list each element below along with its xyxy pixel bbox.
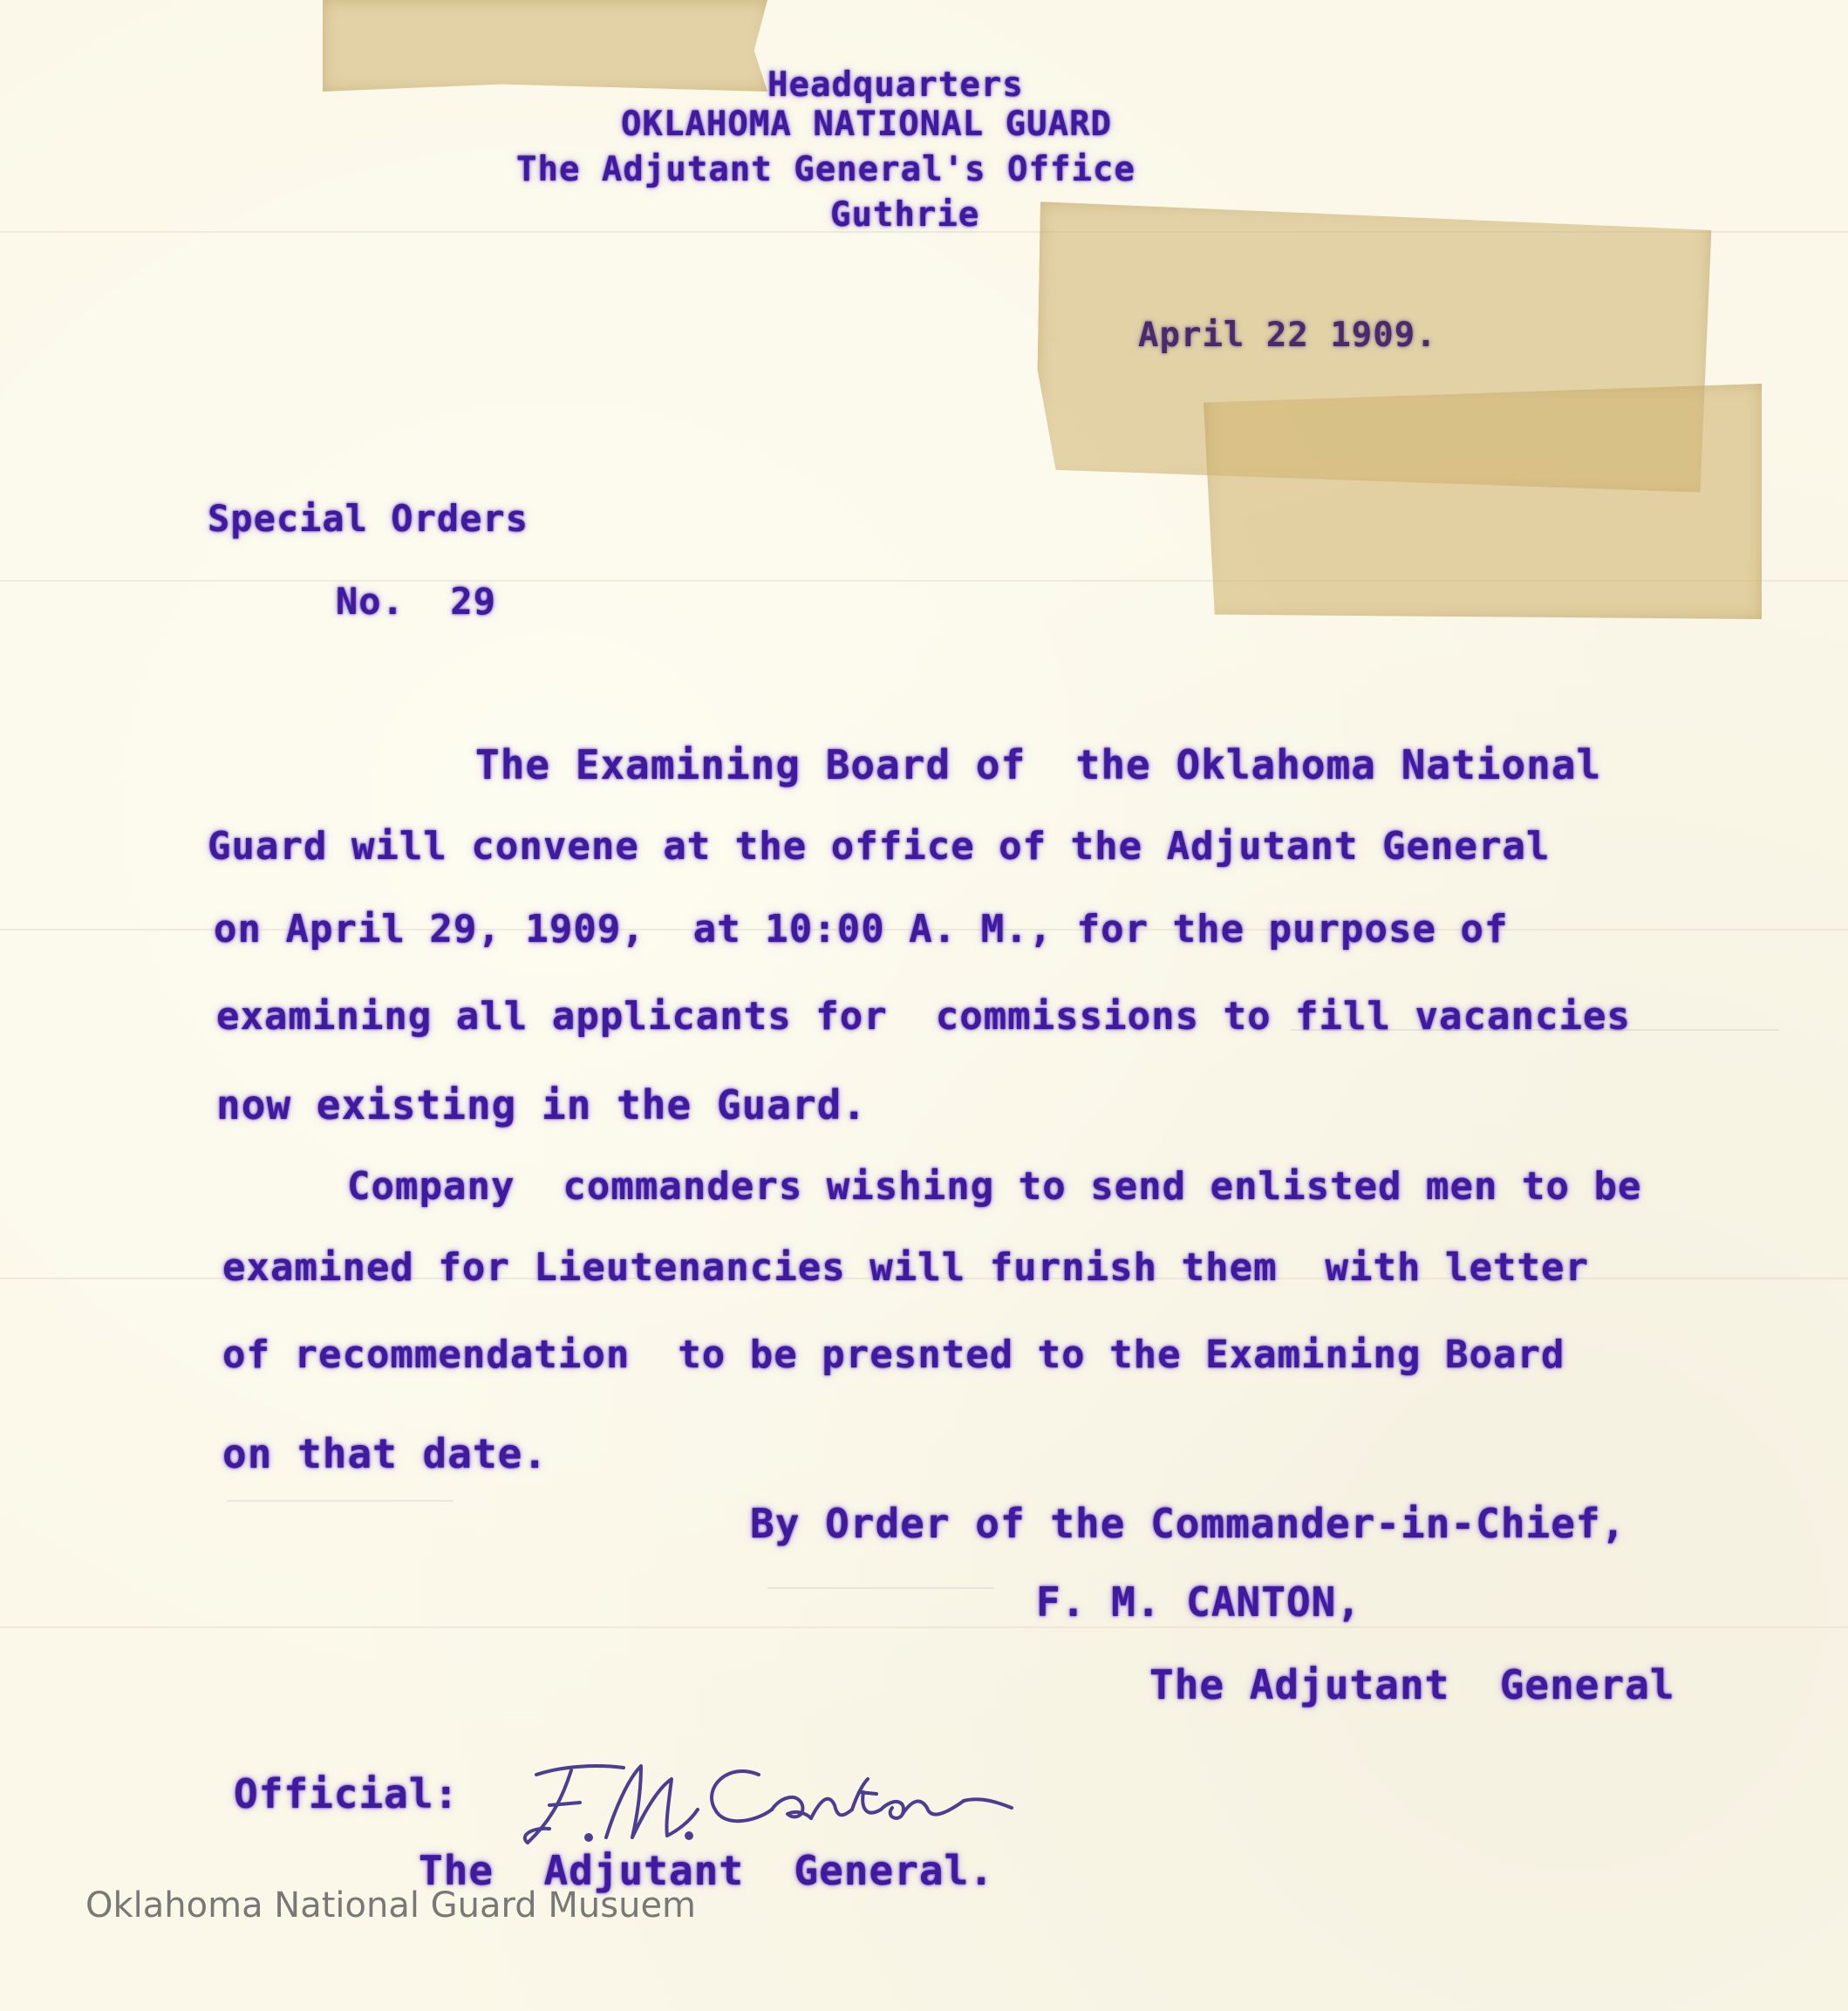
- official-label: Official:: [234, 1770, 460, 1817]
- paper-rule: [0, 1626, 1848, 1628]
- header-organization: OKLAHOMA NATIONAL GUARD: [621, 105, 1113, 144]
- bleed-through-mark: [227, 1500, 453, 1502]
- paragraph-1-line: on April 29, 1909, at 10:00 A. M., for the purpose of: [214, 907, 1509, 951]
- header-city: Guthrie: [830, 195, 980, 235]
- closing-signer-name: F. M. CANTON,: [1036, 1578, 1362, 1626]
- handwritten-signature: [510, 1740, 1025, 1853]
- paragraph-1-line: Guard will convene at the office of the Adjutant General: [208, 824, 1551, 869]
- paragraph-2-line: examined for Lieutenancies will furnish them with letter: [222, 1245, 1589, 1290]
- closing-by-order: By Order of the Commander-in-Chief,: [750, 1500, 1626, 1547]
- closing-signer-title: The Adjutant General: [1149, 1661, 1675, 1708]
- paragraph-2-line: Company commanders wishing to send enlisted men to be: [347, 1164, 1642, 1209]
- paragraph-2-line: of recommendation to be presnted to the Examining Board: [222, 1333, 1565, 1377]
- tape-strip-right-lower: [1204, 384, 1762, 619]
- order-title: Special Orders: [208, 497, 529, 540]
- tape-strip-top: [323, 0, 767, 92]
- paragraph-2-line: on that date.: [222, 1430, 549, 1477]
- paragraph-1-line: examining all applicants for commissions to fill vacancies: [216, 994, 1631, 1039]
- museum-watermark: Oklahoma National Guard Musuem: [85, 1885, 697, 1926]
- header-headquarters: Headquarters: [767, 65, 1024, 105]
- header-office: The Adjutant General's Office: [516, 150, 1135, 189]
- bleed-through-mark: [767, 1587, 994, 1589]
- paragraph-1-line: now existing in the Guard.: [216, 1081, 868, 1128]
- paragraph-1-line: The Examining Board of the Oklahoma National: [475, 741, 1602, 788]
- order-number: No. 29: [336, 580, 497, 623]
- official-title: The Adjutant General.: [419, 1847, 994, 1894]
- document-date: April 22 1909.: [1138, 316, 1437, 355]
